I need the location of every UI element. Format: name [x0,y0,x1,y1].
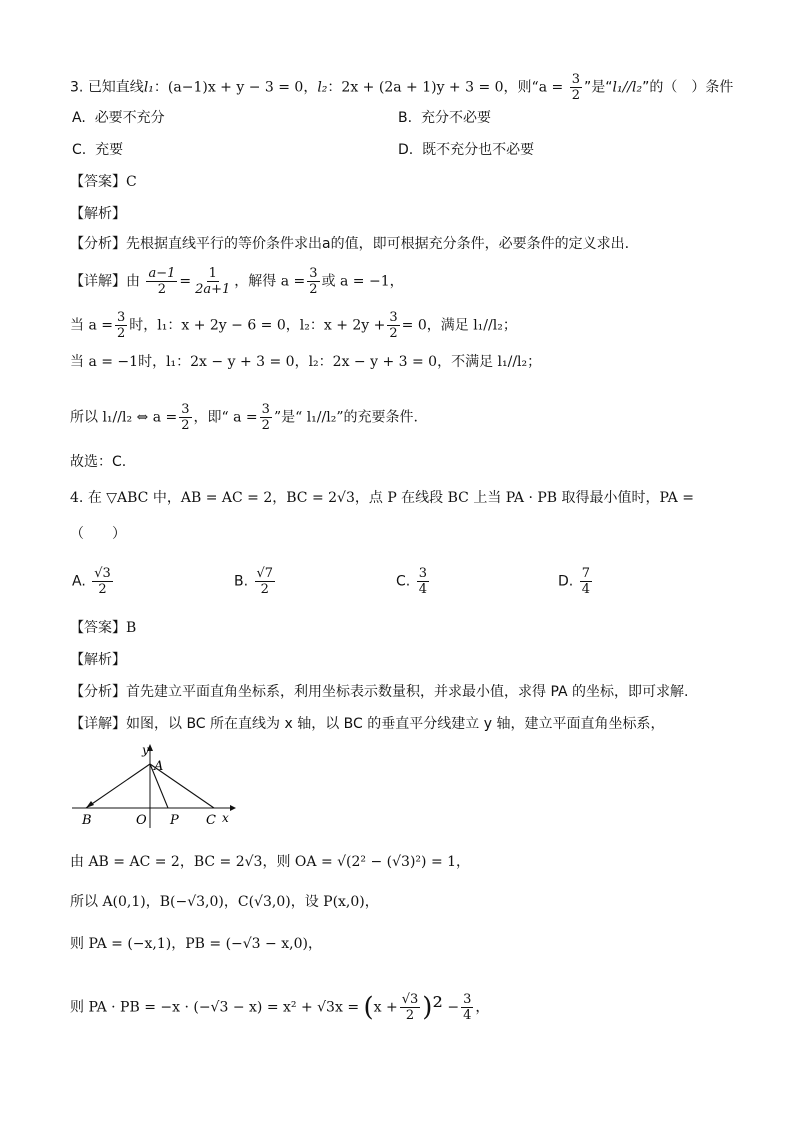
fig-label-x: x [222,811,229,825]
q4-step-4: 则 PA · PB = −x · (−√3 − x) = x² + √3x = (x + $\frac{√3}{2}$ )² − $\frac{3}{4}$ ， [70,992,490,1023]
q3-parallel: l₁//l₂ [612,79,643,96]
q3-guxuan: 故选：C. [70,454,127,470]
q3-answer: 【答案】C [70,174,137,190]
q3-xiangjie-1: 【详解】由 $\frac{a-1}{2}$ = $\frac{1}{2a+1}$ ，解得 a = $\frac{3}{2}$ 或 a = −1， [70,266,404,297]
q4-step-1: 由 AB = AC = 2，BC = 2√3，则 OA = √(2² − (√3)²) = 1， [70,854,471,870]
q3-analysis-tag: 【解析】 [70,206,126,222]
q3-l1-equation: ：(a−1)x + y − 3 = 0， [153,79,318,96]
q3-option-b: B. 充分不必要 [398,110,491,126]
q4-answer: 【答案】B [70,620,137,636]
q3-xiangjie-2: 当 a = $\frac{3}{2}$ 时，l₁：x + 2y − 6 = 0，l₂：x + 2y + $\frac{3}{2}$ = 0，满足 l₁//l₂； [70,310,517,341]
q4-paren: （ ） [70,526,126,542]
fig-label-a: A [154,759,164,774]
triangle-coordinate-figure [68,742,238,832]
q3-stem [70,72,733,103]
q4-step-3: 则 PA = (−x,1)，PB = (−√3 − x,0)， [70,936,322,952]
q4-fenxi: 【分析】首先建立平面直角坐标系，利用坐标表示数量积，并求最小值，求得 PA 的坐标，即可求解. [70,684,689,700]
fig-label-b: B [82,813,92,828]
q3-stem-text-a: 已知直线 [87,79,144,96]
l2-symbol: l₂ [317,79,328,96]
fig-label-p: P [170,813,179,828]
q3-xiangjie-3: 当 a = −1时，l₁：2x − y + 3 = 0，l₂：2x − y + 3 = 0，不满足 l₁//l₂； [70,354,542,370]
q4-option-a: A. $\frac{√3}{2}$ [72,566,111,597]
q3-option-c: C. 充要 [72,142,124,158]
answer-tag: 【答案】 [70,174,126,190]
fig-label-o: O [136,813,147,828]
fig-label-y: y [142,743,149,757]
q3-xiangjie-4: 所以 l₁//l₂ ⇔ a = $\frac{3}{2}$ ，即“ a = $\frac{3}{2}$ ”是“ l₁//l₂”的充要条件. [70,402,418,433]
q3-l2-equation: ：2x + (2a + 1)y + 3 = 0，则“a = [327,79,564,96]
q3-stem-text-c: ”的（ ）条件 [642,79,734,96]
fig-label-c: C [206,813,216,828]
q4-option-d: D. $\frac{7}{4}$ [558,566,590,597]
q3-fenxi: 【分析】先根据直线平行的等价条件求出a的值，即可根据充分条件，必要条件的定义求出. [70,236,630,252]
l1-symbol: l₁ [143,79,154,96]
q3-fraction: $\frac{3}{2}$ [571,72,580,103]
q4-option-c: C. $\frac{3}{4}$ [396,566,427,597]
q4-analysis-tag: 【解析】 [70,652,126,668]
q3-stem-text-b: ”是“ [583,79,613,96]
q3-option-d: D. 既不充分也不必要 [398,142,535,158]
q4-step-2: 所以 A(0,1)，B(−√3,0)，C(√3,0)，设 P(x,0)， [70,894,379,910]
q3-option-a: A. 必要不充分 [72,110,165,126]
q4-xiangjie: 【详解】如图，以 BC 所在直线为 x 轴，以 BC 的垂直平分线建立 y 轴，建立平面直角坐标系， [70,716,665,732]
q4-stem: 4. 在 ▽ABC 中，AB = AC = 2，BC = 2√3，点 P 在线段 BC 上当 PA · PB 取得最小值时，PA = [70,490,694,506]
q4-option-b: B. $\frac{√7}{2}$ [234,566,274,597]
q3-number: 3. [70,79,84,96]
